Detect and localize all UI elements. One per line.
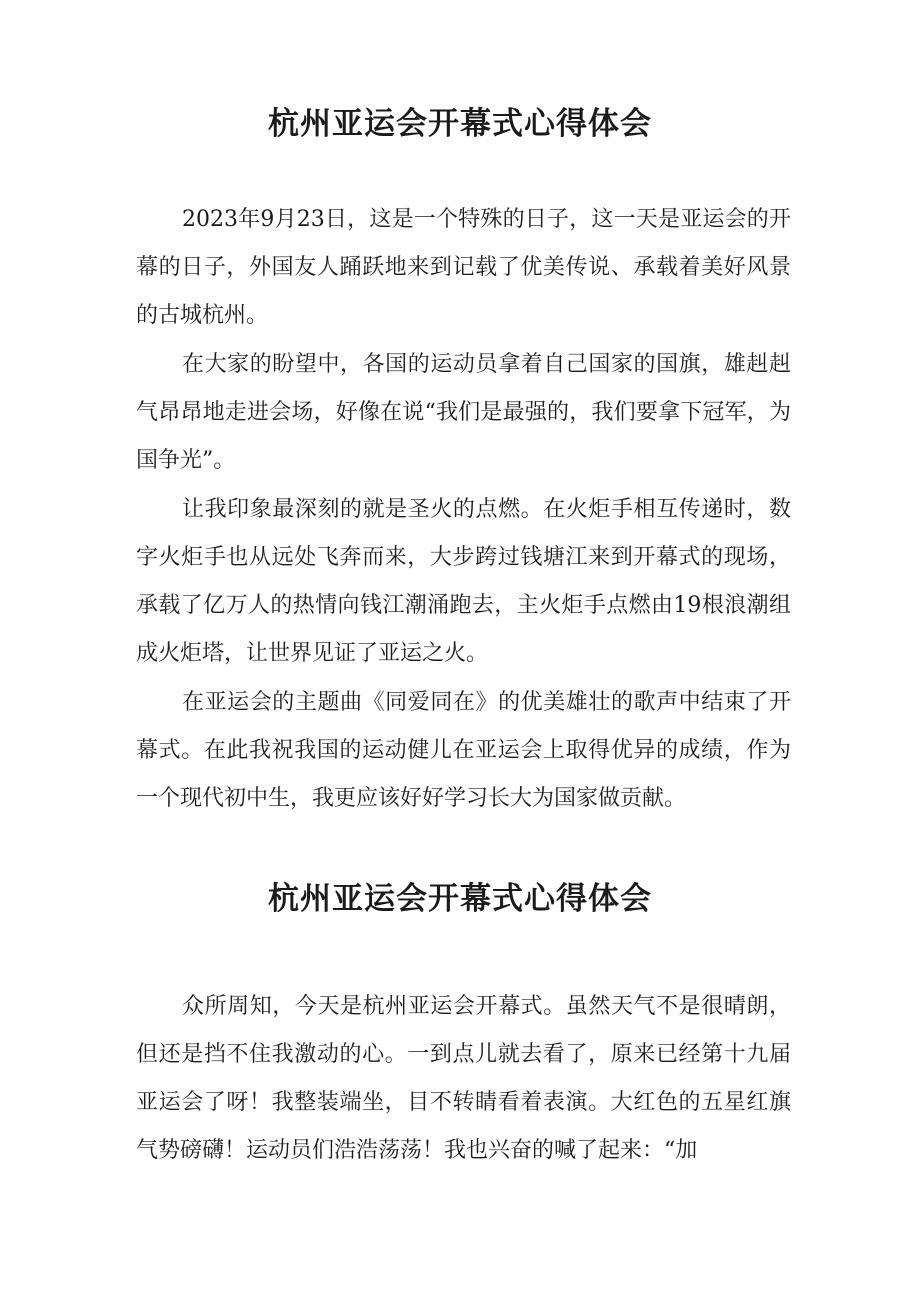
essay-2-title: 杭州亚运会开幕式心得体会 — [268, 881, 652, 917]
essay-2-body — [136, 983, 791, 1176]
essay-1-paragraph: 在大家的盼望中，各国的运动员拿着自己国家的国旗，雄赳赳气昂昂地走进会场，好像在说“我们是最强的，我们要拿下冠军，为国争光”。 — [136, 352, 791, 473]
essay-1-paragraph: 在亚运会的主题曲《同爱同在》的优美雄壮的歌声中结束了开幕式。在此我祝我国的运动健儿在亚运会上取得优异的成绩，作为一个现代初中生，我更应该好好学习长大为国家做贡献。 — [136, 690, 791, 811]
essay-1-paragraph: 让我印象最深刻的就是圣火的点燃。在火炬手相互传递时，数字火炬手也从远处飞奔而来，大步跨过钱塘江来到开幕式的现场，承载了亿万人的热情向钱江潮涌跑去，主火炬手点燃由19根浪潮组成火炬塔，让世界见证了亚运之火。 — [136, 497, 791, 666]
essay-1-paragraph: 2023年9月23日，这是一个特殊的日子，这一天是亚运会的开幕的日子，外国友人踊跃地来到记载了优美传说、承载着美好风景的古城杭州。 — [136, 207, 791, 328]
essay-1-title: 杭州亚运会开幕式心得体会 — [268, 106, 652, 142]
essay-1-body — [136, 196, 791, 824]
essay-2-paragraph: 众所周知，今天是杭州亚运会开幕式。虽然天气不是很晴朗，但还是挡不住我激动的心。一到点儿就去看了，原来已经第十九届亚运会了呀！我整装端坐，目不转睛看着表演。大红色的五星红旗气势磅礴！运动员们浩浩荡荡！我也兴奋的喊了起来：“加 — [136, 994, 791, 1163]
